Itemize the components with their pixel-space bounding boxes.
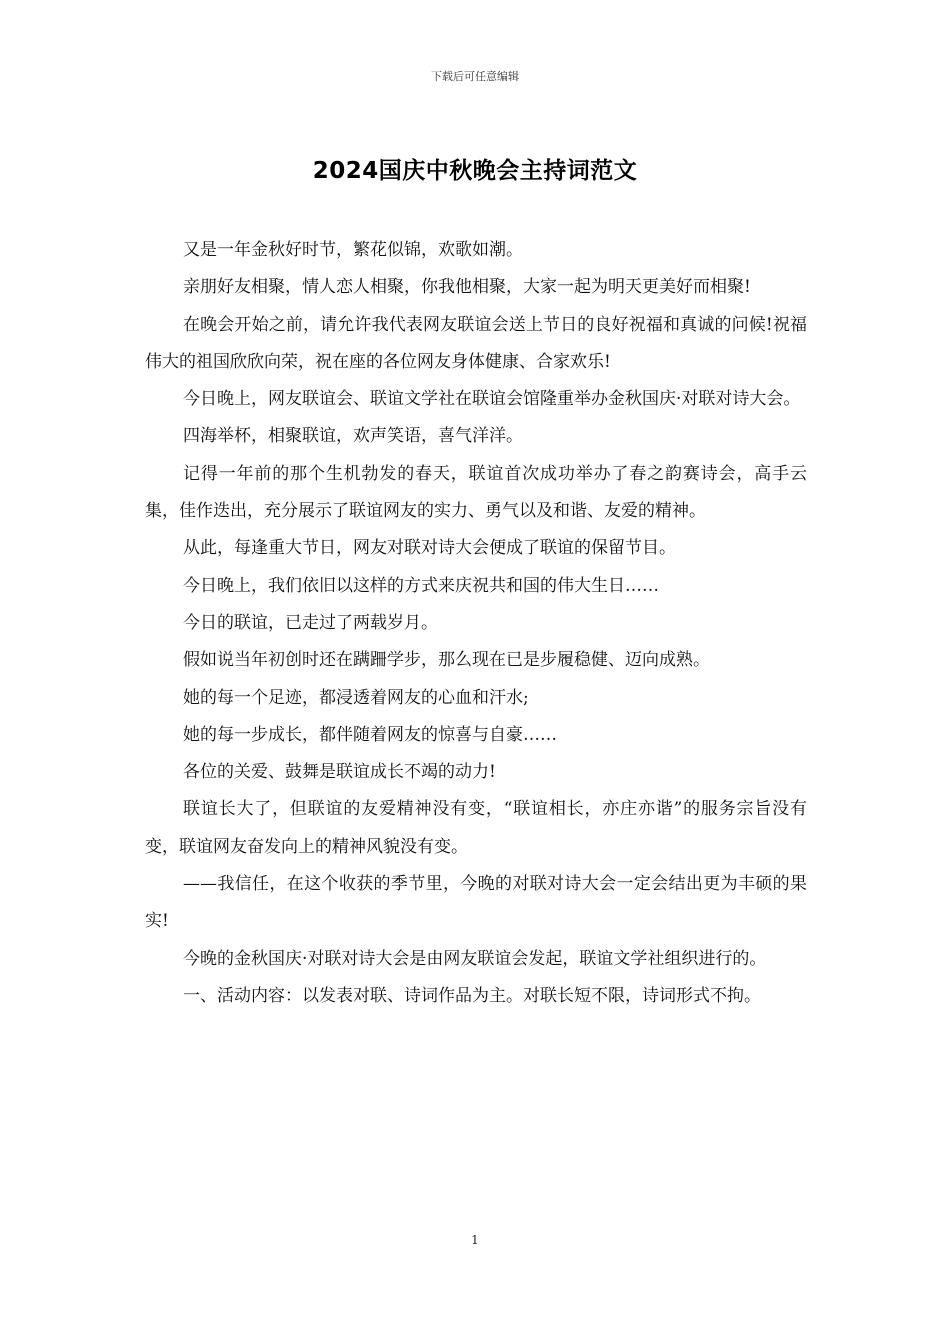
paragraph: 假如说当年初创时还在蹒跚学步，那么现在已是步履稳健、迈向成熟。 [183, 650, 710, 671]
paragraph: 今日的联谊，已走过了两载岁月。 [183, 612, 438, 633]
paragraph: 今日晚上，我们依旧以这样的方式来庆祝共和国的伟大生日…… [183, 575, 659, 596]
paragraph: 她的每一步成长，都伴随着网友的惊喜与自豪…… [183, 724, 557, 745]
paragraph: 四海举杯，相聚联谊，欢声笑语，喜气洋洋。 [183, 426, 523, 447]
paragraph: 在晚会开始之前，请允许我代表网友联谊会送上节日的良好祝福和真诚的问候!祝福伟大的祖国欣欣向荣，祝在座的各位网友身体健康、合家欢乐! [145, 314, 807, 372]
paragraph: 记得一年前的那个生机勃发的春天，联谊首次成功举办了春之韵赛诗会，高手云集，佳作迭出，充分展示了联谊网友的实力、勇气以及和谐、友爱的精神。 [145, 463, 807, 522]
paragraph: 又是一年金秋好时节，繁花似锦，欢歌如潮。 [183, 240, 523, 260]
paragraph: 今晚的金秋国庆·对联对诗大会是由网友联谊会发起，联谊文学社组织进行的。 [183, 948, 767, 969]
paragraph: 亲朋好友相聚，情人恋人相聚，你我他相聚，大家一起为明天更美好而相聚! [183, 277, 751, 298]
paragraph: 一、活动内容：以发表对联、诗词作品为主。对联长短不限，诗词形式不拘。 [183, 985, 761, 1006]
page-number: 1 [471, 1233, 479, 1247]
paragraph: 她的每一个足迹，都浸透着网友的心血和汗水; [183, 687, 529, 708]
paragraph: 联谊长大了，但联谊的友爱精神没有变，“联谊相长，亦庄亦谐”的服务宗旨没有变，联谊网友奋发向上的精神风貌没有变。 [145, 799, 807, 857]
paragraph: 各位的关爱、鼓舞是联谊成长不竭的动力! [183, 762, 496, 783]
body-text [145, 232, 807, 1015]
document-title: 2024国庆中秋晚会主持词范文 [312, 158, 638, 184]
paragraph: 今日晚上，网友联谊会、联谊文学社在联谊会馆隆重举办金秋国庆·对联对诗大会。 [183, 389, 801, 410]
paragraph: ——我信任，在这个收获的季节里，今晚的对联对诗大会一定会结出更为丰硕的果实! [145, 874, 807, 932]
header-note: 下载后可任意编辑 [431, 70, 519, 83]
paragraph: 从此，每逢重大节日，网友对联对诗大会便成了联谊的保留节目。 [183, 538, 676, 559]
